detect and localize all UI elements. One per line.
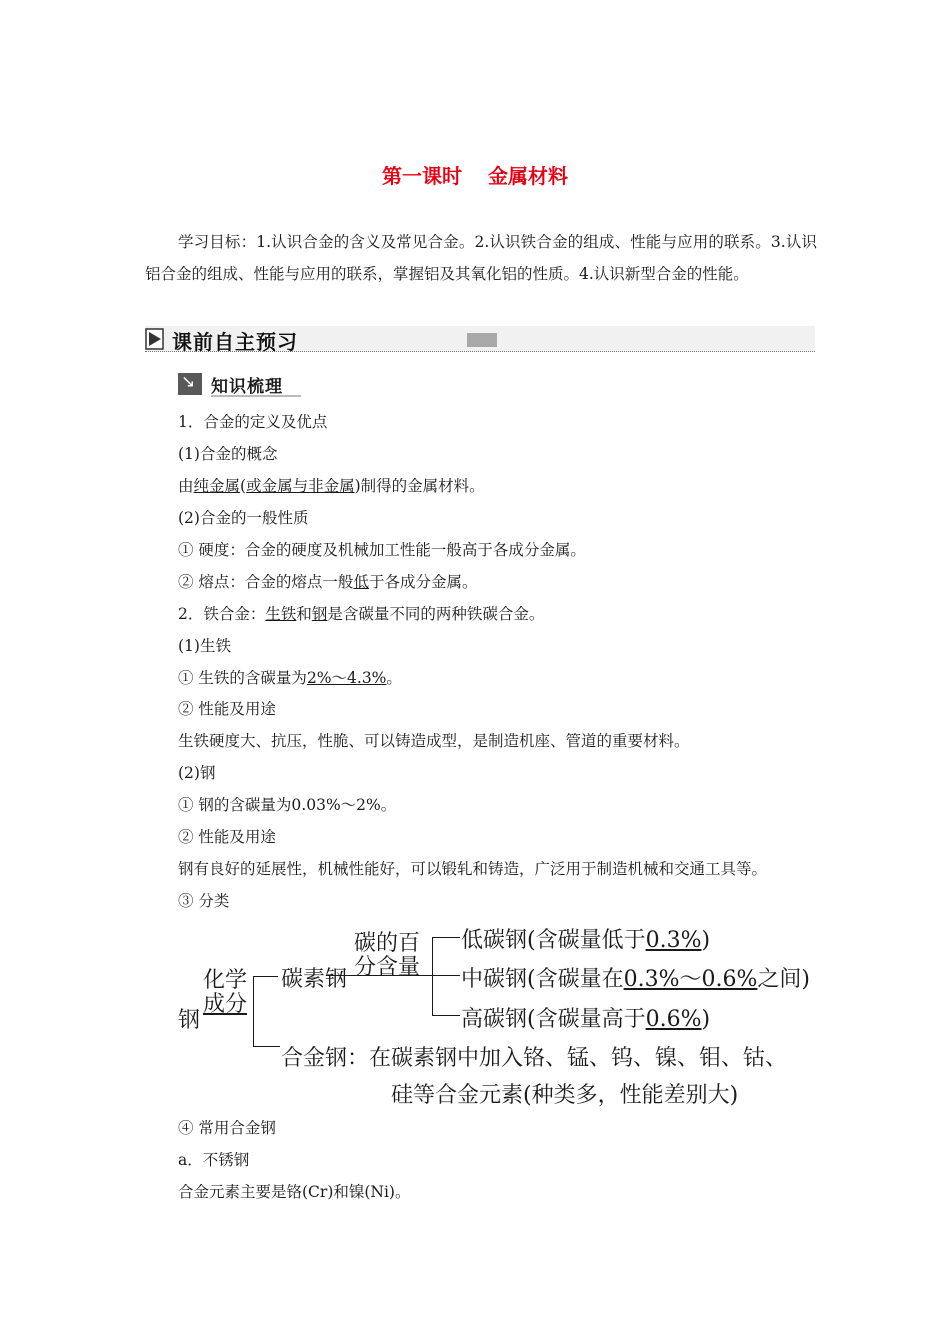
text-line: (1)合金的概念	[178, 445, 278, 463]
title-part2: 金属材料	[488, 164, 568, 188]
text-line: ④ 常用合金钢	[178, 1119, 276, 1137]
text-line: 合金元素主要是铬(Cr)和镍(Ni)。	[178, 1183, 411, 1201]
diagram-high-carbon: 高碳钢(含碳量高于0.6%)	[461, 1007, 711, 1032]
text-line: ③ 分类	[178, 892, 230, 910]
page-title	[0, 160, 950, 189]
title-part1: 第一课时	[382, 164, 462, 188]
text-line: ① 硬度：合金的硬度及机械加工性能一般高于各成分金属。	[178, 541, 586, 559]
text-line: (2)钢	[178, 764, 216, 782]
answer-blank: 生铁	[265, 605, 297, 623]
arrow-frame-icon	[145, 328, 167, 350]
answer-blank: 低	[353, 573, 369, 591]
diagram-low-carbon: 低碳钢(含碳量低于0.3%)	[461, 928, 711, 953]
text-line: 2．铁合金：生铁和钢是含碳量不同的两种铁碳合金。	[178, 605, 545, 623]
text-line: ② 性能及用途	[178, 700, 276, 718]
text-line: a．不锈钢	[178, 1151, 250, 1169]
arrow-icon: ↘	[178, 373, 202, 395]
diagram-mid-carbon: 中碳钢(含碳量在0.3%～0.6%之间)	[461, 967, 810, 992]
answer-blank: 钢	[311, 605, 328, 623]
diagram-steel: 钢	[178, 1008, 201, 1033]
section-banner	[145, 326, 815, 354]
banner-bar	[467, 333, 497, 347]
diagram-alloy2: 硅等合金元素(种类多，性能差别大)	[391, 1083, 739, 1108]
answer-blank: 或金属与非金属	[246, 477, 355, 495]
diagram-pct2: 分含量	[354, 955, 421, 980]
text-line: 1．合金的定义及优点	[178, 413, 328, 431]
section-banner-label: 课前自主预习	[172, 330, 298, 354]
text-line: 钢有良好的延展性，机械性能好，可以锻轧和铸造，广泛用于制造机械和交通工具等。	[178, 860, 768, 878]
text-line: (2)合金的一般性质	[178, 509, 309, 527]
text-line: 由纯金属(或金属与非金属)制得的金属材料。	[178, 477, 485, 495]
steel-classification-diagram	[176, 915, 856, 1110]
diagram-pct1: 碳的百	[354, 931, 421, 956]
text-line: ② 熔点：合金的熔点一般低于各成分金属。	[178, 573, 478, 591]
learning-objectives: 学习目标：1.认识合金的含义及常见合金。2.认识铁合金的组成、性能与应用的联系。3.认识铝合金的组成、性能与应用的联系，掌握铝及其氧化铝的性质。4.认识新型合金的性能。	[145, 233, 817, 283]
diagram-chem1: 化学	[203, 968, 248, 993]
text-line: ① 生铁的含碳量为2%～4.3%。	[178, 669, 402, 687]
subsection-label: 知识梳理	[211, 377, 283, 397]
diagram-carbon-steel: 碳素钢	[281, 967, 348, 992]
diagram-alloy1: 合金钢：在碳素钢中加入铬、锰、钨、镍、钼、钴、	[281, 1046, 788, 1071]
text-line: 生铁硬度大、抗压，性脆、可以铸造成型，是制造机座、管道的重要材料。	[178, 732, 690, 750]
answer-blank: 纯金属	[193, 477, 241, 495]
answer-blank: 2%～4.3%	[306, 669, 387, 687]
text-line: ② 性能及用途	[178, 828, 276, 846]
text-line: (1)生铁	[178, 637, 231, 655]
diagram-chem2: 成分	[203, 992, 248, 1017]
text-line: ① 钢的含碳量为0.03%～2%。	[178, 796, 397, 814]
